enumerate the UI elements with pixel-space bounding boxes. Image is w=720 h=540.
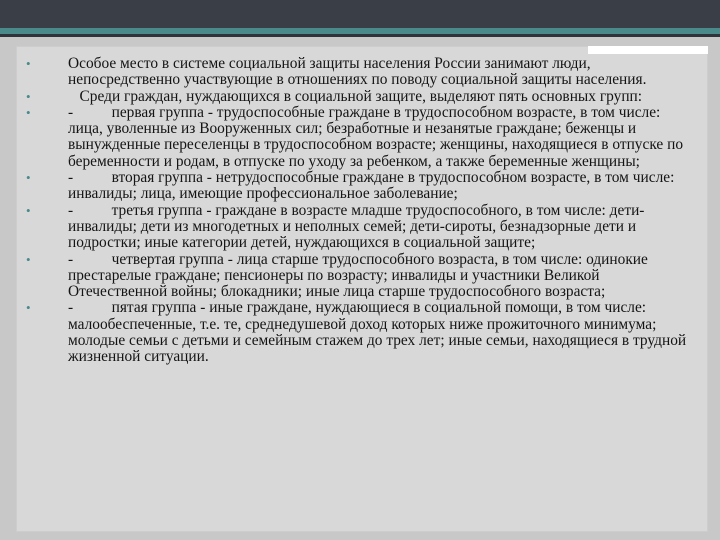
list-item — [26, 170, 698, 203]
bullet-list — [26, 56, 698, 366]
bullet-icon: • — [26, 202, 31, 218]
list-item-text: - вторая группа - нетрудоспособные граждане в трудоспособном возрасте, в том числе: инвалиды; лица, имеющие профессиональное заболевание; — [68, 169, 679, 203]
bullet-icon: • — [26, 251, 31, 267]
list-item-text: Особое место в системе социальной защиты населения России занимают люди, непосредственно участвующие в отношениях по поводу социальной защиты населения. — [68, 55, 647, 89]
bullet-icon: • — [26, 56, 31, 71]
list-item — [26, 105, 698, 170]
bullet-icon: • — [26, 104, 31, 120]
list-item — [26, 89, 698, 105]
header-bar — [0, 0, 720, 28]
list-item-text: - пятая группа - иные граждане, нуждающиеся в социальной помощи, в том числе: малообеспеченные, т.е. те, среднедушевой доход которых ниже прожиточного минимума; молодые семьи с детьми и семейным стажем до трех лет; иные семьи, находящиеся в трудной жизненной ситуации. — [68, 299, 690, 366]
accent-line — [0, 34, 720, 37]
bullet-icon: • — [26, 170, 31, 186]
bullet-icon: • — [26, 88, 31, 104]
list-item — [26, 300, 698, 365]
corner-tab — [588, 46, 708, 54]
list-item-text: - четвертая группа - лица старше трудоспособного возраста, в том числе: одинокие престарелые граждане; пенсионеры по возрасту; инвалиды и участники Великой Отечественной войны; блокадники; иные лица старше трудоспособного возраста; — [68, 250, 652, 301]
list-item — [26, 252, 698, 301]
list-item — [26, 203, 698, 252]
list-item-text: Среди граждан, нуждающихся в социальной защите, выделяют пять основных групп: — [68, 87, 643, 105]
bullet-icon: • — [26, 300, 31, 316]
list-item — [26, 56, 698, 89]
list-item-text: - третья группа - граждане в возрасте младше трудоспособного, в том числе: дети- инвалиды; дети из многодетных и неполных семей; дети-сироты, безнадзорные дети и подростки; иные категории детей, нуждающихся в социальной защите; — [68, 201, 649, 252]
list-item-text: - первая группа - трудоспособные граждане в трудоспособном возрасте, в том числе: лица, уволенные из Вооруженных сил; безработные и незанятые граждане; беженцы и вынужденные переселенцы в трудоспособном возрасте; женщины, находящиеся в отпуске по беременности и родам, в отпуске по уходу за ребенком, а также беременные женщины; — [68, 103, 687, 170]
